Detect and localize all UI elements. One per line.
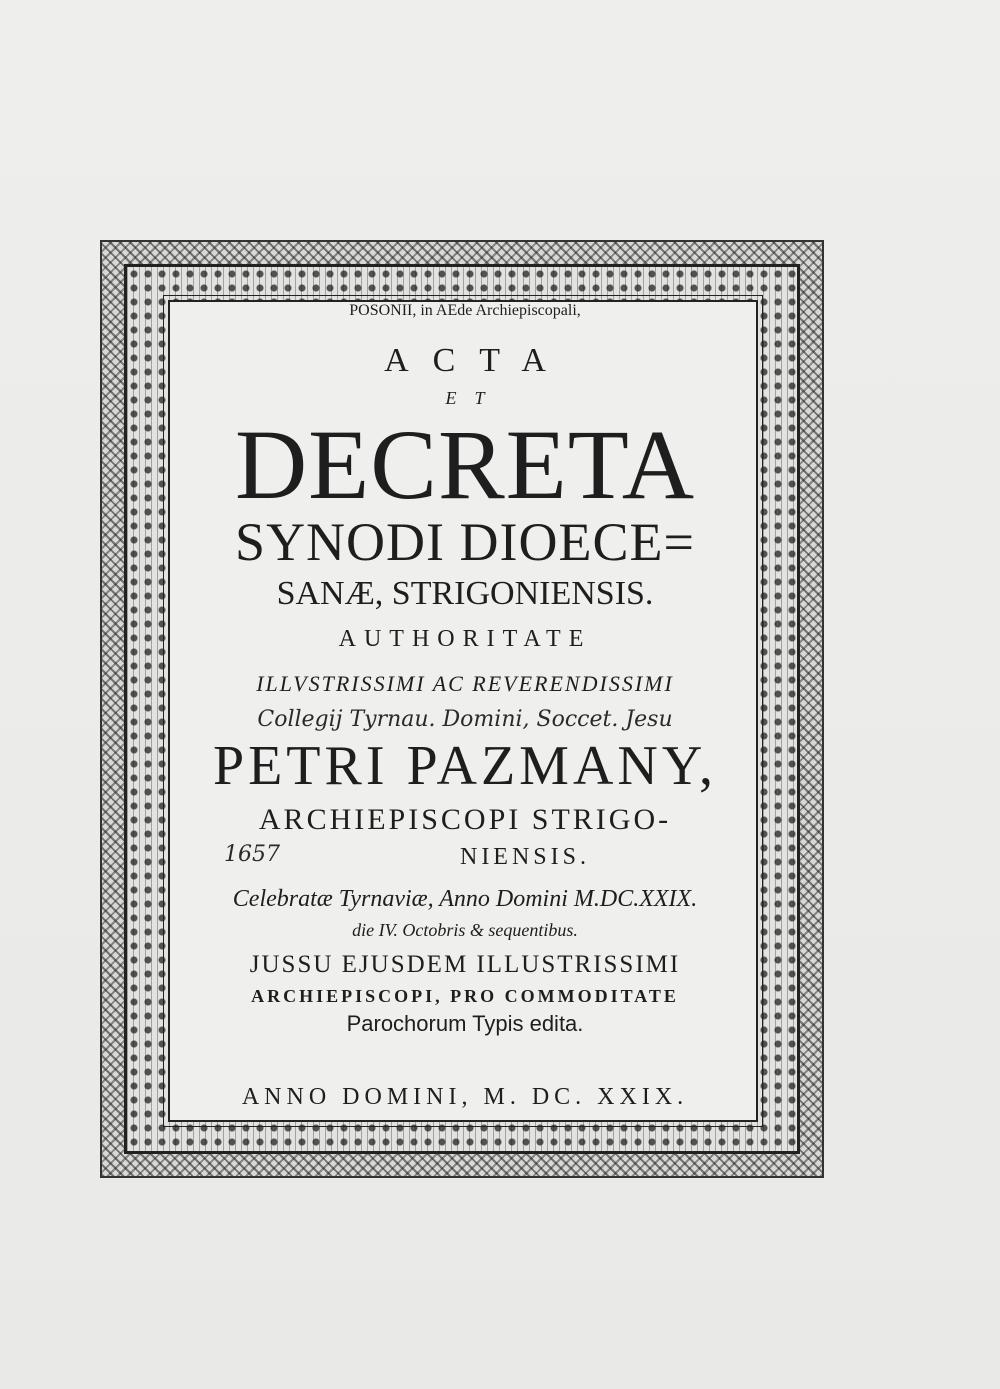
title-illustrissimi: ILLVSTRISSIMI AC REVERENDISSIMI [256, 671, 674, 696]
title-sanae: SANÆ, STRIGONIENSIS. [276, 575, 654, 612]
handwritten-inscription: Collegij Tyrnau. Domini, Soccet. Jesu [257, 707, 673, 732]
title-text-block [170, 302, 760, 1124]
title-et: ET [445, 388, 503, 408]
title-panel [168, 300, 758, 1122]
title-acta: ACTA [384, 342, 570, 379]
ornamental-border [100, 240, 824, 1178]
title-archiepiscopi: ARCHIEPISCOPI STRIGO- [258, 803, 672, 836]
imprint-anno: ANNO DOMINI, M. DC. XXIX. [241, 1084, 689, 1110]
title-celebratae: Celebratæ Tyrnaviæ, Anno Domini M.DC.XXIX. [232, 886, 698, 912]
title-jussu: JUSSU EJUSDEM ILLUSTRISSIMI [249, 951, 681, 978]
title-die: die IV. Octobris & sequentibus. [352, 920, 578, 940]
title-decreta: DECRETA [234, 409, 696, 520]
title-authoritate: AUTHORITATE [338, 626, 592, 652]
title-parochorum: Parochorum Typis edita. [346, 1011, 584, 1036]
title-niensis: NIENSIS. [459, 844, 590, 870]
title-archiepiscopi-pro: ARCHIEPISCOPI, PRO COMMODITATE [251, 986, 679, 1006]
imprint-posonii: POSONII, in AEde Archiepiscopali, [349, 302, 581, 319]
title-synodi: SYNODI DIOECE= [235, 512, 695, 572]
title-petri-pazmany: PETRI PAZMANY, [212, 735, 718, 797]
handwritten-year: 1657 [224, 842, 280, 867]
